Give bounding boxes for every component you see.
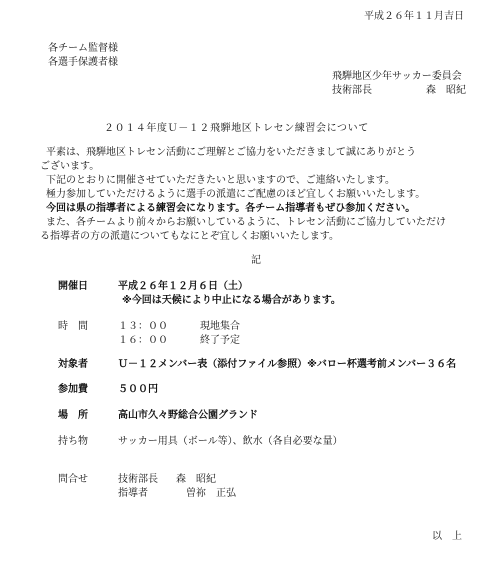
contact1-role: 技術部長 xyxy=(118,474,158,485)
time-label: 時 間 xyxy=(58,321,88,332)
date-value: 平成２６年１２月６日（土） xyxy=(118,281,248,292)
date-label: 開催日 xyxy=(58,281,88,292)
end-time: １６：００ xyxy=(118,335,168,346)
body-line: また、各チームより前々からお願いしているように、トレセン活動にご協力していただけ xyxy=(46,217,446,228)
fee-label: 参加費 xyxy=(58,384,88,395)
items-value: サッカー用具（ボール等）、飲水（各自必要な量） xyxy=(118,436,343,447)
body-text xyxy=(40,146,470,244)
ki-heading: 記 xyxy=(251,255,261,266)
document-title: ２０１４年度Ｕ－１２飛騨地区トレセン練習会について xyxy=(104,123,369,134)
body-line: ございます。 xyxy=(40,161,100,172)
body-line: 平素は、飛騨地区トレセン活動にご理解とご協力をいただきまして誠にありがとう xyxy=(46,147,416,158)
start-time: １３：００ xyxy=(118,321,168,332)
end-time-desc: 終了予定 xyxy=(200,335,240,346)
contact2-role: 指導者 xyxy=(118,488,148,499)
sender-role: 技術部長 xyxy=(332,85,372,96)
body-line-emphasis: 今回は県の指導者による練習会になります。各チーム指導者もぜひ参加ください。 xyxy=(46,203,416,214)
target-label: 対象者 xyxy=(58,359,88,370)
contact1-name: 森 昭紀 xyxy=(176,474,216,485)
target-value: Ｕ－１２メンバー表（添付ファイル参照）※バロー杯選考前メンバー３６名 xyxy=(118,359,457,370)
place-value: 高山市久々野総合公園グランド xyxy=(118,410,258,421)
document-date: 平成２６年１１月吉日 xyxy=(364,11,464,22)
recipient-parents: 各選手保護者様 xyxy=(48,57,118,68)
date-note: ※今回は天候により中止になる場合があります。 xyxy=(122,295,341,306)
contact2-name: 曽祢 正弘 xyxy=(186,488,236,499)
contact-label: 問合せ xyxy=(58,474,88,485)
body-line: 極力参加していただけるように選手の派遣にご配慮のほど宜しくお願いいたします。 xyxy=(46,189,426,200)
closing: 以 上 xyxy=(432,531,462,542)
body-line: 下記のとおりに開催させていただきたいと思いますので、ご連絡いたします。 xyxy=(46,175,395,186)
body-line: る指導者の方の派遣についてもなにとぞ宜しくお願いいたします。 xyxy=(40,231,339,242)
items-label: 持ち物 xyxy=(58,436,88,447)
place-label: 場 所 xyxy=(58,410,88,421)
sender-organization: 飛騨地区少年サッカー委員会 xyxy=(332,71,462,82)
sender-name: 森 昭紀 xyxy=(426,85,466,96)
start-time-desc: 現地集合 xyxy=(200,321,240,332)
recipient-coaches: 各チーム監督様 xyxy=(48,43,118,54)
fee-value: ５００円 xyxy=(118,384,158,395)
